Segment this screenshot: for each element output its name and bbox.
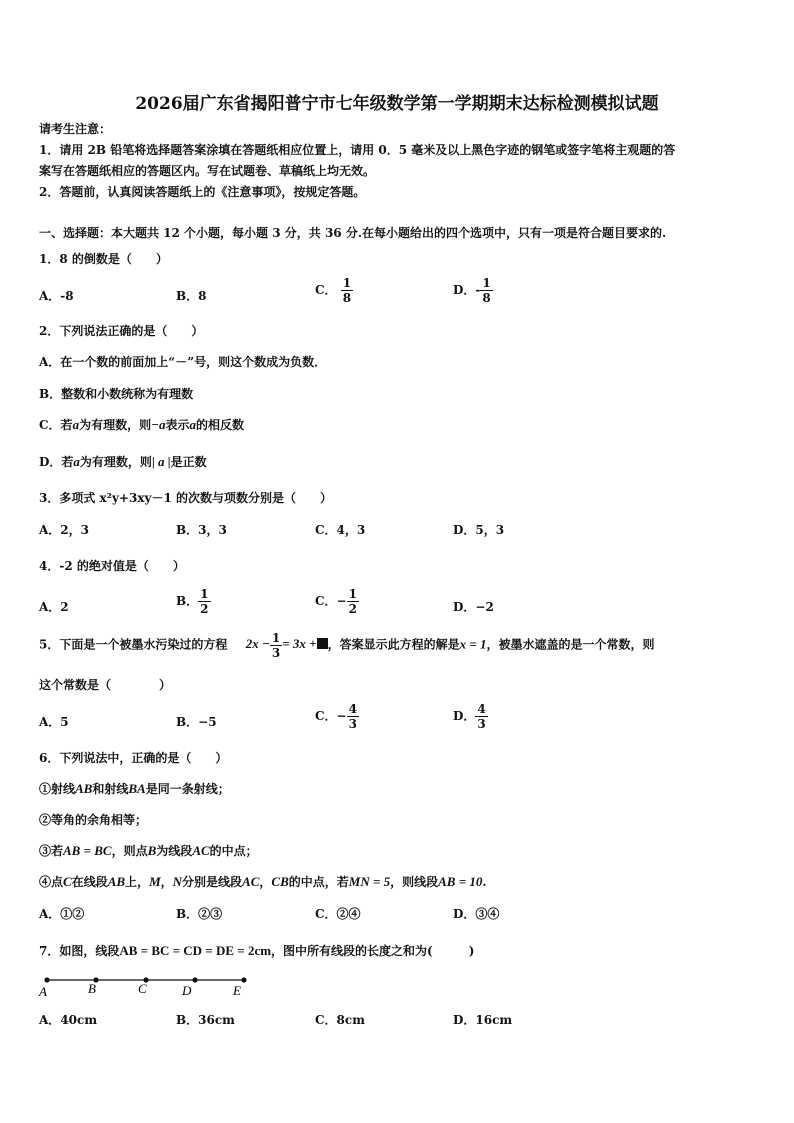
ink-blot	[317, 638, 328, 649]
q1-option-d	[453, 276, 493, 305]
q2-option-c: C．若a为有理数，则−a表示a的相反数	[39, 417, 244, 432]
q7-option-c: C．8cm	[315, 1013, 365, 1027]
q6-option-c: C．②④	[315, 907, 361, 921]
q6-statement-2: ②等角的余角相等；	[39, 813, 148, 827]
q7-option-d: D．16cm	[453, 1013, 513, 1027]
point-e-dot	[241, 977, 246, 982]
q3-option-c: C．4，3	[315, 523, 366, 537]
point-label-e: E	[233, 983, 241, 998]
q5-option-d: D． $\frac{4}{3}$	[453, 702, 486, 731]
q1-option-c	[315, 276, 353, 305]
q6-stem: 6．下列说法中，正确的是（ ）	[39, 751, 228, 765]
q2-stem: 2．下列说法正确的是（ ）	[39, 324, 204, 338]
q6-option-a: A．①②	[39, 907, 85, 921]
point-label-c: C	[138, 981, 147, 996]
fraction: $\frac{1}{8}$	[482, 276, 491, 305]
point-label-d: D	[182, 983, 192, 998]
point-label-a: A	[39, 984, 47, 999]
q6-option-d: D．③④	[453, 907, 500, 921]
q3-option-a: A．2，3	[39, 523, 90, 537]
q5-stem-line1: 5．下面是一个被墨水污染过的方程 2x − $\frac{1}{3}$ = 3x + ，答案显示此方程的解是x = 1，被墨水遮盖的是一个常数，则	[39, 631, 655, 660]
q7-stem: 7．如图，线段AB = BC = CD = DE = 2cm，图中所有线段的长度之和为( )	[39, 943, 475, 958]
fraction: $\frac{4}{3}$	[477, 702, 486, 731]
point-a-dot	[44, 977, 49, 982]
q7-option-b: B．36cm	[176, 1013, 235, 1027]
q4-option-c: C．− $\frac{1}{2}$	[315, 587, 357, 616]
q1-option-c-label: C．	[315, 283, 337, 297]
q5-option-c: C．− $\frac{4}{3}$	[315, 702, 357, 731]
q3-stem: 3．多项式 x²y+3xy－1 的次数与项数分别是（ ）	[39, 491, 332, 505]
q4-stem: 4．-2 的绝对值是（ ）	[39, 559, 185, 573]
q1-option-d-label: D．-	[453, 283, 481, 297]
q6-statement-4: ④点C在线段AB上，M，N分别是线段AC，CB的中点，若MN = 5，则线段AB = 10.	[39, 874, 487, 889]
q5-option-a: A．5	[39, 715, 69, 729]
q4-option-d: D．−2	[453, 600, 494, 614]
fraction: $\frac{1}{8}$	[342, 276, 352, 305]
notice-item-2: 2．答题前，认真阅读答题纸上的《注意事项》，按规定答题。	[39, 185, 366, 199]
q6-option-b: B．②③	[176, 907, 223, 921]
q3-option-b: B．3，3	[176, 523, 227, 537]
q2-option-b: B．整数和小数统称为有理数	[39, 387, 194, 401]
q2-option-d: D．若a为有理数，则| a |是正数	[39, 454, 207, 469]
q3-option-d: D．5，3	[453, 523, 505, 537]
notice-item-1a: 1．请用 2B 铅笔将选择题答案涂填在答题纸相应位置上，请用 0．5 毫米及以上黑色字迹的钢笔或签字笔将主观题的答	[39, 143, 676, 157]
notice-item-1b: 案写在答题纸相应的答题区内。写在试题卷、草稿纸上均无效。	[39, 164, 376, 178]
point-label-b: B	[88, 981, 96, 996]
q7-option-a: A．40cm	[39, 1013, 98, 1027]
fraction: $\frac{4}{3}$	[348, 702, 357, 731]
segment-figure	[36, 972, 256, 1000]
equation: 2x − $\frac{1}{3}$ = 3x +	[246, 636, 328, 651]
notice-heading: 请考生注意：	[39, 122, 112, 136]
q1-stem: 1．8 的倒数是（ ）	[39, 252, 168, 266]
fraction: $\frac{1}{2}$	[200, 587, 209, 616]
q1-option-a: A．-8	[39, 289, 74, 303]
section-heading: 一、选择题：本大题共 12 个小题，每小题 3 分，共 36 分.在每小题给出的四个选项中，只有一项是符合题目要求的.	[39, 226, 667, 240]
q2-option-a: A．在一个数的前面加上“－”号，则这个数成为负数．	[39, 355, 327, 369]
q5-stem-line2: 这个常数是（ ）	[39, 678, 172, 692]
q4-option-b: B． $\frac{1}{2}$	[176, 587, 209, 616]
q5-option-b: B．−5	[176, 715, 217, 729]
q1-option-b: B．8	[176, 289, 207, 303]
page-title: 2026届广东省揭阳普宁市七年级数学第一学期期末达标检测模拟试题	[135, 94, 659, 114]
q6-statement-1: ①射线AB和射线BA是同一条射线；	[39, 781, 230, 796]
point-d-dot	[192, 977, 197, 982]
q4-option-a: A．2	[39, 600, 69, 614]
fraction: $\frac{1}{2}$	[348, 587, 357, 616]
q6-statement-3: ③若AB = BC，则点B为线段AC的中点；	[39, 843, 258, 858]
